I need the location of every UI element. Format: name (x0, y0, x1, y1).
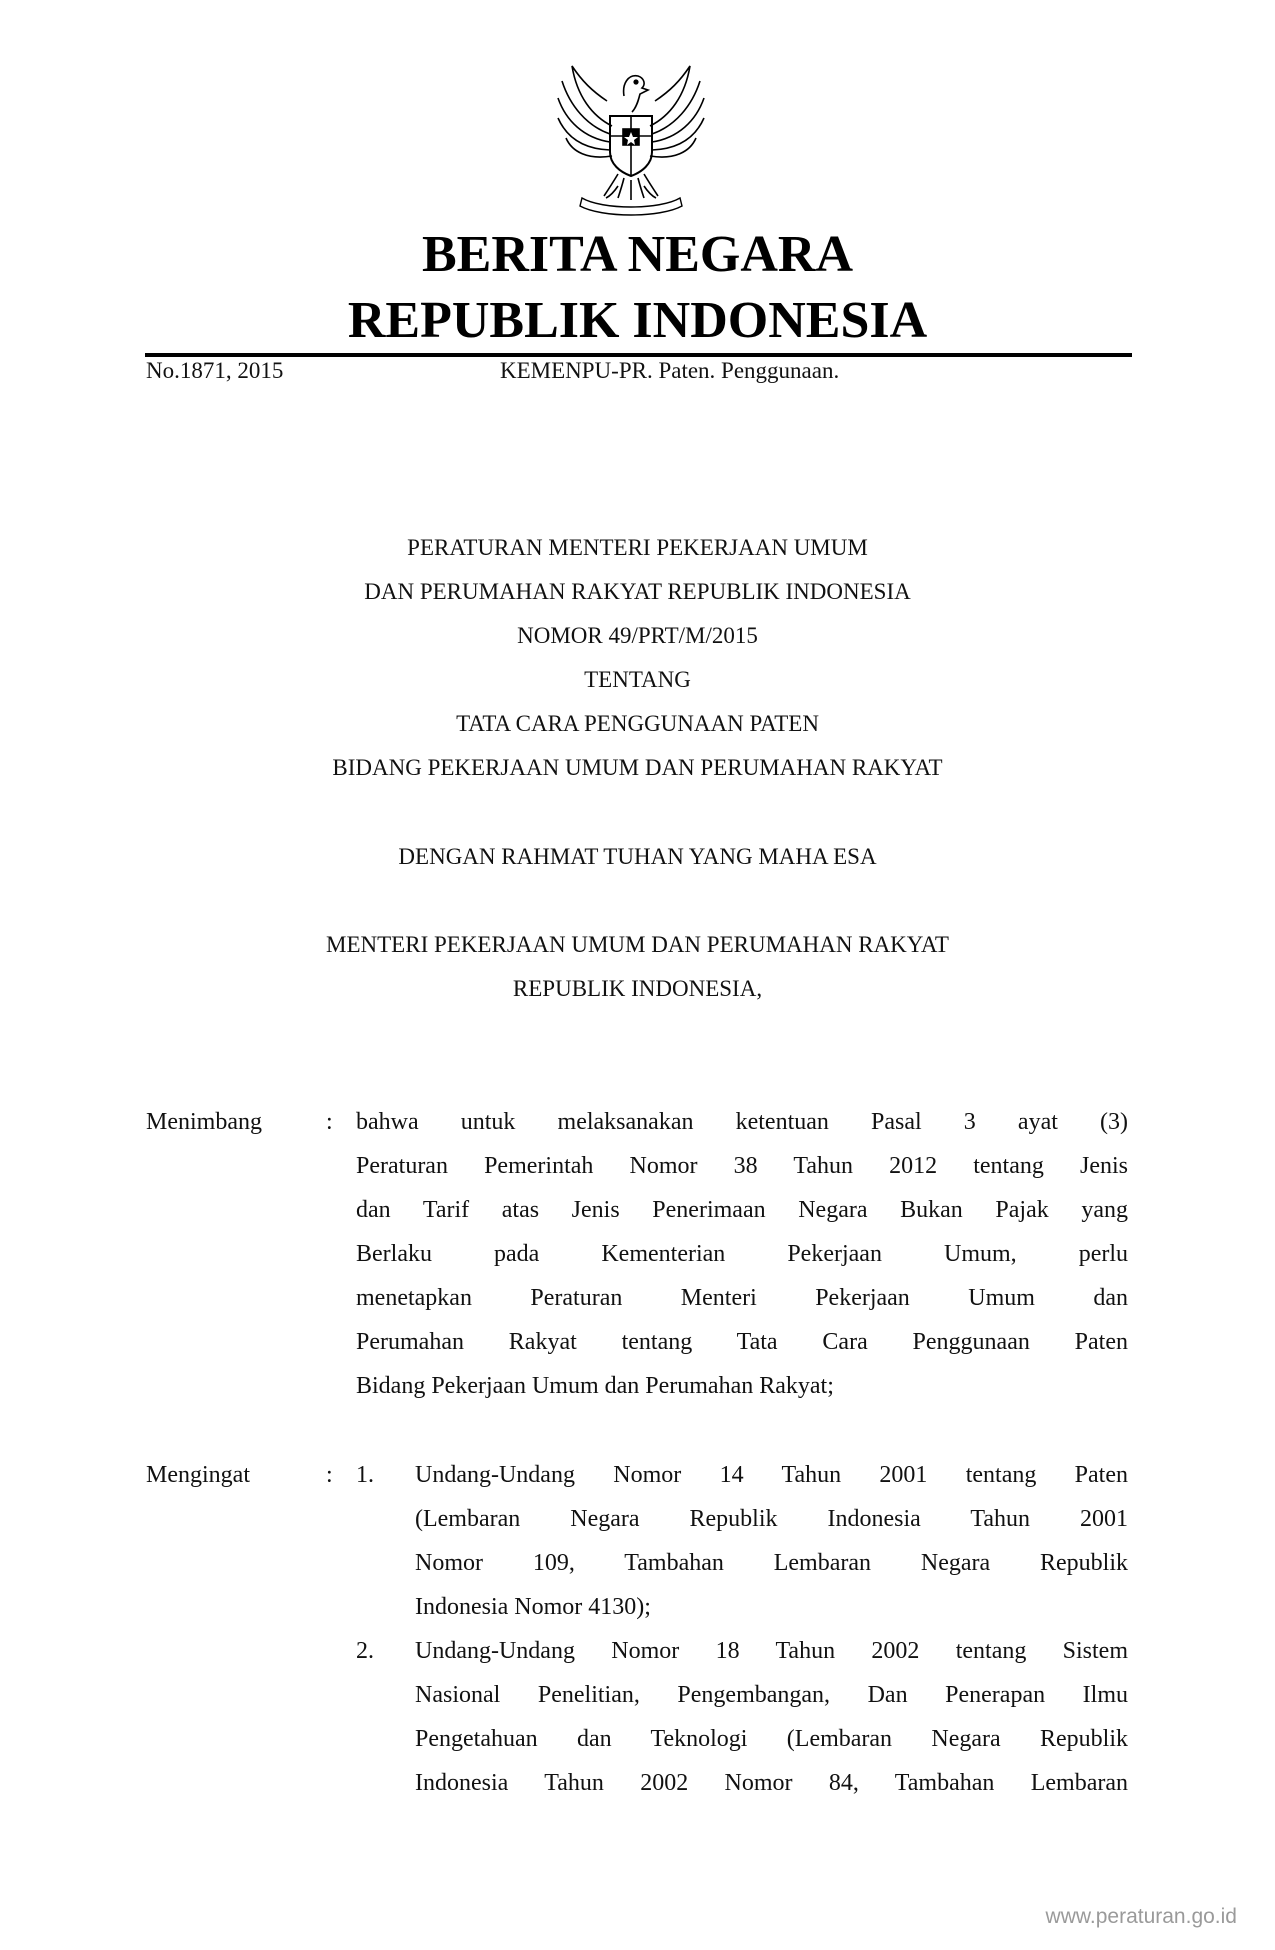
menimbang-line: menetapkan Peraturan Menteri Pekerjaan Umum dan (356, 1285, 1128, 1311)
minister-line: REPUBLIK INDONESIA, (512, 976, 763, 1001)
gazette-title: BERITA NEGARA (421, 226, 853, 283)
regulation-heading (0, 526, 1275, 790)
mengingat-line: Undang-Undang Nomor 18 Tahun 2002 tentang Sistem (415, 1638, 1128, 1664)
menimbang-label: Menimbang (146, 1109, 262, 1135)
blessing-line: DENGAN RAHMAT TUHAN YANG MAHA ESA (398, 844, 877, 869)
mengingat-item-number: 2. (356, 1638, 374, 1664)
blessing-block (0, 835, 1275, 879)
mengingat-colon: : (326, 1462, 333, 1488)
menimbang-line: Perumahan Rakyat tentang Tata Cara Penggunaan Paten (356, 1329, 1128, 1355)
minister-line: MENTERI PEKERJAAN UMUM DAN PERUMAHAN RAKYAT (326, 932, 949, 957)
header-rule (145, 353, 1132, 357)
site-watermark: www.peraturan.go.id (1045, 1905, 1237, 1928)
garuda-emblem-icon (552, 56, 710, 216)
regulation-line: BIDANG PEKERJAAN UMUM DAN PERUMAHAN RAKYAT (332, 755, 943, 780)
mengingat-line: Indonesia Nomor 4130); (415, 1594, 651, 1620)
gazette-number: No.1871, 2015 (146, 358, 284, 383)
mengingat-label: Mengingat (146, 1462, 250, 1488)
mengingat-line: (Lembaran Negara Republik Indonesia Tahun 2001 (415, 1506, 1128, 1532)
mengingat-line: Nomor 109, Tambahan Lembaran Negara Republik (415, 1550, 1128, 1576)
mengingat-item-number: 1. (356, 1462, 374, 1488)
menimbang-line: dan Tarif atas Jenis Penerimaan Negara Bukan Pajak yang (356, 1197, 1128, 1223)
mengingat-line: Indonesia Tahun 2002 Nomor 84, Tambahan Lembaran (415, 1770, 1128, 1796)
menimbang-text (356, 1100, 1128, 1408)
gazette-subject: KEMENPU-PR. Paten. Penggunaan. (500, 358, 840, 383)
menimbang-line: bahwa untuk melaksanakan ketentuan Pasal 3 ayat (3) (356, 1109, 1128, 1135)
mengingat-item-text (415, 1629, 1128, 1805)
regulation-line: PERATURAN MENTERI PEKERJAAN UMUM (407, 535, 868, 560)
regulation-line: DAN PERUMAHAN RAKYAT REPUBLIK INDONESIA (364, 579, 911, 604)
menimbang-line: Bidang Pekerjaan Umum dan Perumahan Rakyat; (356, 1373, 834, 1399)
regulation-line: TATA CARA PENGGUNAAN PATEN (456, 711, 819, 736)
regulation-line: NOMOR 49/PRT/M/2015 (517, 623, 758, 648)
mengingat-line: Undang-Undang Nomor 14 Tahun 2001 tentang Paten (415, 1462, 1128, 1488)
gazette-subtitle: REPUBLIK INDONESIA (347, 292, 928, 349)
mengingat-line: Pengetahuan dan Teknologi (Lembaran Negara Republik (415, 1726, 1128, 1752)
menimbang-line: Berlaku pada Kementerian Pekerjaan Umum, perlu (356, 1241, 1128, 1267)
menimbang-line: Peraturan Pemerintah Nomor 38 Tahun 2012 tentang Jenis (356, 1153, 1128, 1179)
minister-block (0, 923, 1275, 1011)
menimbang-colon: : (326, 1109, 333, 1135)
mengingat-line: Nasional Penelitian, Pengembangan, Dan Penerapan Ilmu (415, 1682, 1128, 1708)
regulation-line: TENTANG (584, 667, 691, 692)
mengingat-item-text (415, 1453, 1128, 1629)
